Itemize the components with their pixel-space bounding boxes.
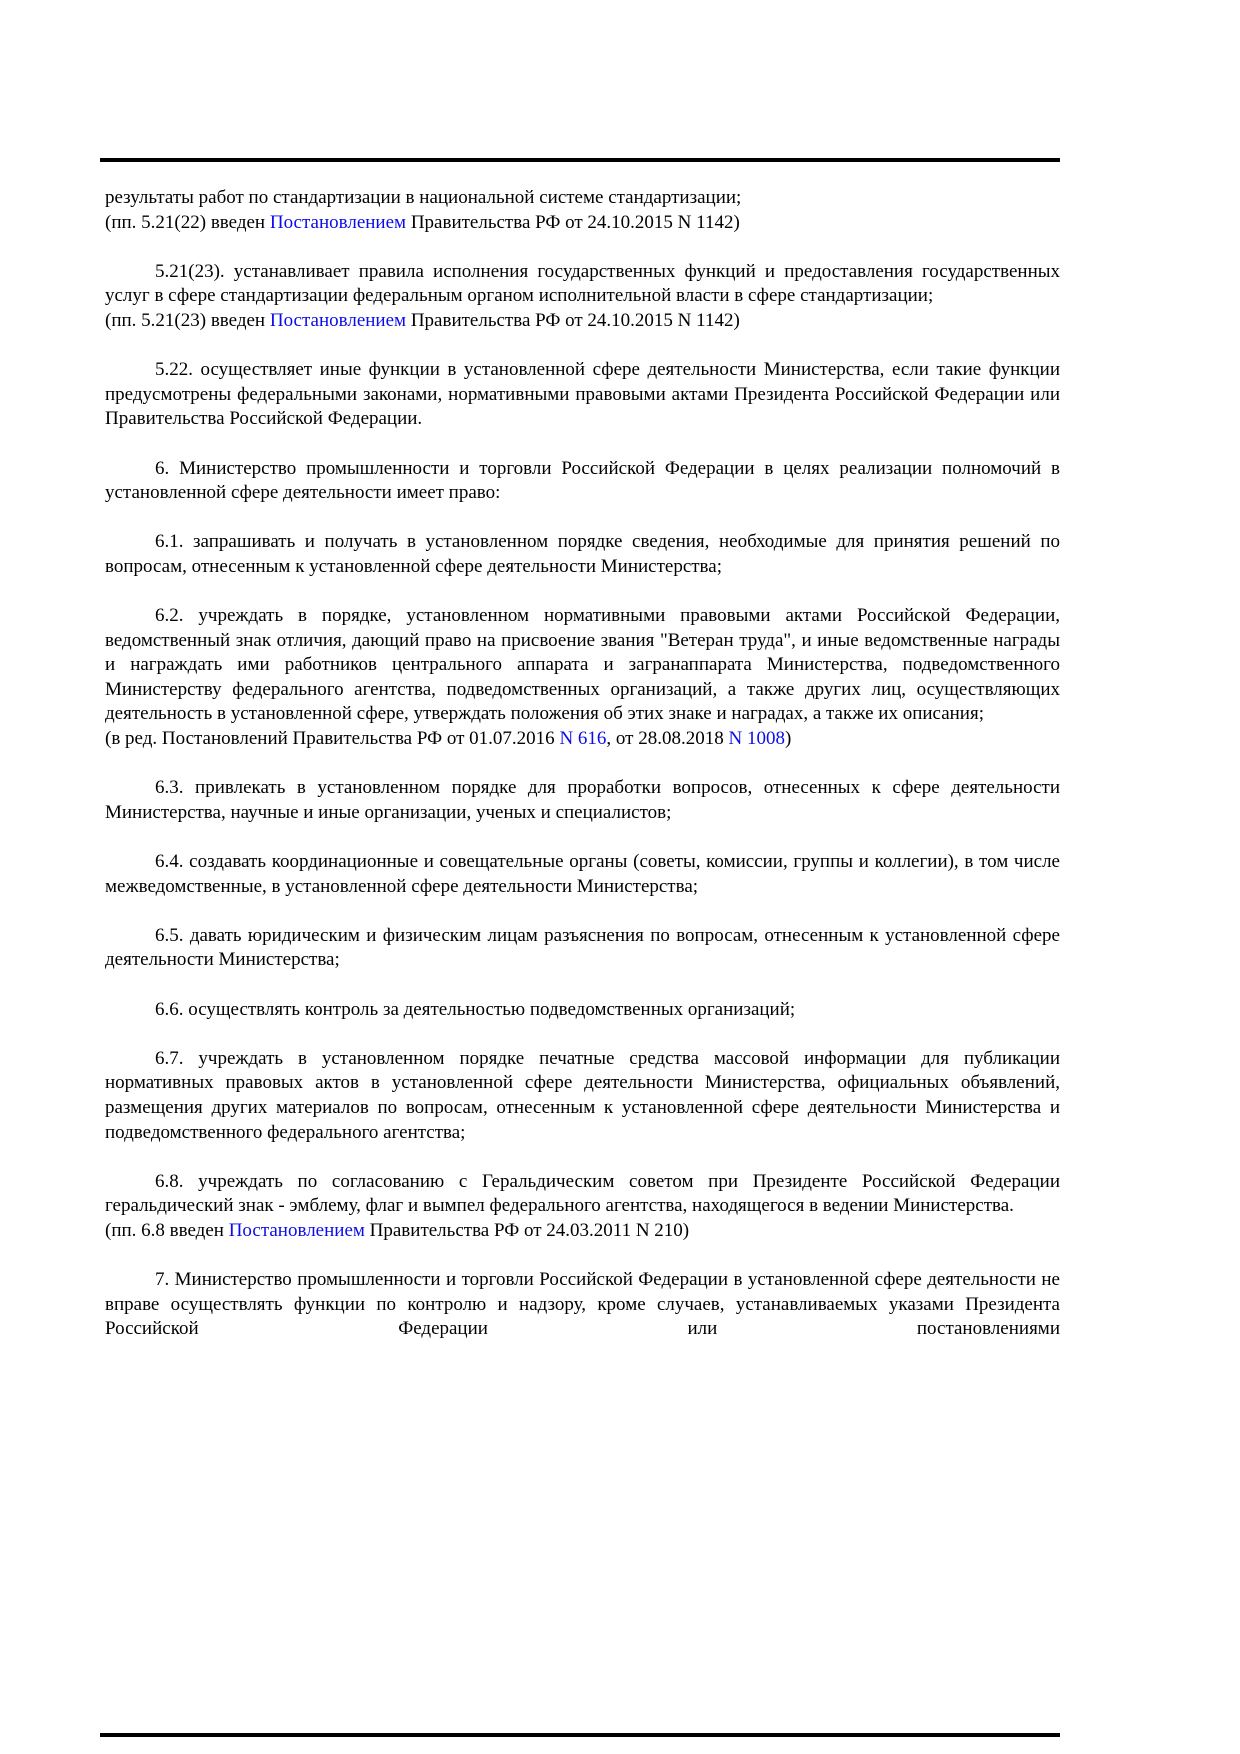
text-run: 6.7. учреждать в установленном порядке печатные средства массовой информации для публикации нормативных правовых актов в установленной сфере деятельности Министерства, официальных объявлений, размещения других материалов по вопросам, отнесенным к установленной сфере деятельности Министерства и подведомственного федерального агентства; bbox=[105, 1047, 1060, 1143]
text-run: 6.8. учреждать по согласованию с Геральдическим советом при Президенте Российской Федерации геральдический знак - эмблему, флаг и вымпел федерального агентства, находящегося в ведении Министерства. bbox=[105, 1170, 1060, 1217]
paragraph-note-6-2 bbox=[105, 727, 1060, 752]
paragraph-6-1 bbox=[105, 530, 1060, 579]
paragraph-5-21-23 bbox=[105, 260, 1060, 309]
text-run: (пп. 5.21(22) введен bbox=[105, 211, 270, 233]
top-rule bbox=[100, 158, 1060, 162]
text-run: ) bbox=[784, 728, 792, 750]
document-link[interactable]: Постановлением bbox=[228, 1219, 365, 1241]
text-run: 6. Министерство промышленности и торговли Российской Федерации в целях реализации полномочий в установленной сфере деятельности имеет право: bbox=[105, 457, 1060, 504]
bottom-rule bbox=[100, 1733, 1060, 1737]
text-run: (в ред. Постановлений Правительства РФ от 01.07.2016 bbox=[105, 728, 560, 750]
paragraph-6-5 bbox=[105, 924, 1060, 973]
paragraph-6-4 bbox=[105, 850, 1060, 899]
document-link[interactable]: Постановлением bbox=[269, 211, 407, 233]
text-run: Правительства РФ от 24.10.2015 N 1142) bbox=[406, 211, 740, 233]
paragraph-note-5-21-22 bbox=[105, 211, 1060, 236]
text-run: 5.21(23). устанавливает правила исполнения государственных функций и предоставления государственных услуг в сфере стандартизации федеральным органом исполнительной власти в сфере стандартизации; bbox=[105, 260, 1060, 307]
paragraph-6-2 bbox=[105, 604, 1060, 727]
paragraph-6-6 bbox=[105, 998, 1060, 1023]
paragraph-5-22 bbox=[105, 358, 1060, 432]
document-content bbox=[105, 186, 1060, 1342]
paragraph-7 bbox=[105, 1268, 1060, 1342]
text-run: , от 28.08.2018 bbox=[606, 728, 729, 750]
text-run: Правительства РФ от 24.10.2015 N 1142) bbox=[406, 309, 740, 331]
text-run: 6.2. учреждать в порядке, установленном нормативными правовыми актами Российской Федерации, ведомственный знак отличия, дающий право на присвоение звания "Ветеран труда", и иные ведомственные награды и награждать ими работников центрального аппарата и загранаппарата Министерства, подведомственного Министерству федерального агентства, подведомственных организаций, а также других лиц, осуществляющих деятельность в установленной сфере, утверждать положения об этих знаке и наградах, а также их описания; bbox=[105, 605, 1060, 725]
text-run: 5.22. осуществляет иные функции в установленной сфере деятельности Министерства, если такие функции предусмотрены федеральными законами, нормативными правовыми актами Президента Российской Федерации или Правительства Российской Федерации. bbox=[105, 359, 1060, 430]
text-run: Правительства РФ от 24.03.2011 N 210) bbox=[364, 1219, 690, 1241]
paragraph-note-6-8 bbox=[105, 1219, 1060, 1244]
paragraph-continuation bbox=[105, 186, 1060, 211]
paragraph-6-7 bbox=[105, 1047, 1060, 1145]
paragraph-note-5-21-23 bbox=[105, 309, 1060, 334]
paragraph-6-8 bbox=[105, 1170, 1060, 1219]
text-run: 6.3. привлекать в установленном порядке для проработки вопросов, отнесенных к сфере деятельности Министерства, научные и иные организации, ученых и специалистов; bbox=[105, 777, 1060, 823]
text-run: 7. Министерство промышленности и торговли Российской Федерации в установленной сфере деятельности не вправе осуществлять функции по контролю и надзору, кроме случаев, устанавливаемых указами Президента Российской Федерации или постановлениями bbox=[105, 1269, 1060, 1340]
text-run: (пп. 6.8 введен bbox=[105, 1219, 229, 1241]
text-run: 6.6. осуществлять контроль за деятельностью подведомственных организаций; bbox=[155, 998, 796, 1020]
text-run: результаты работ по стандартизации в национальной системе стандартизации; bbox=[105, 187, 742, 208]
text-run: 6.4. создавать координационные и совещательные органы (советы, комиссии, группы и коллегии), в том числе межведомственные, в установленной сфере деятельности Министерства; bbox=[105, 851, 1060, 897]
paragraph-6-3 bbox=[105, 776, 1060, 825]
document-link[interactable]: Постановлением bbox=[269, 309, 407, 331]
text-run: 6.1. запрашивать и получать в установленном порядке сведения, необходимые для принятия решений по вопросам, отнесенным к установленной сфере деятельности Министерства; bbox=[105, 531, 1060, 577]
document-link[interactable]: N 616 bbox=[559, 728, 607, 750]
text-run: (пп. 5.21(23) введен bbox=[105, 309, 270, 331]
document-link[interactable]: N 1008 bbox=[728, 728, 785, 750]
text-run: 6.5. давать юридическим и физическим лицам разъяснения по вопросам, отнесенным к установленной сфере деятельности Министерства; bbox=[105, 924, 1060, 971]
paragraph-6 bbox=[105, 457, 1060, 506]
